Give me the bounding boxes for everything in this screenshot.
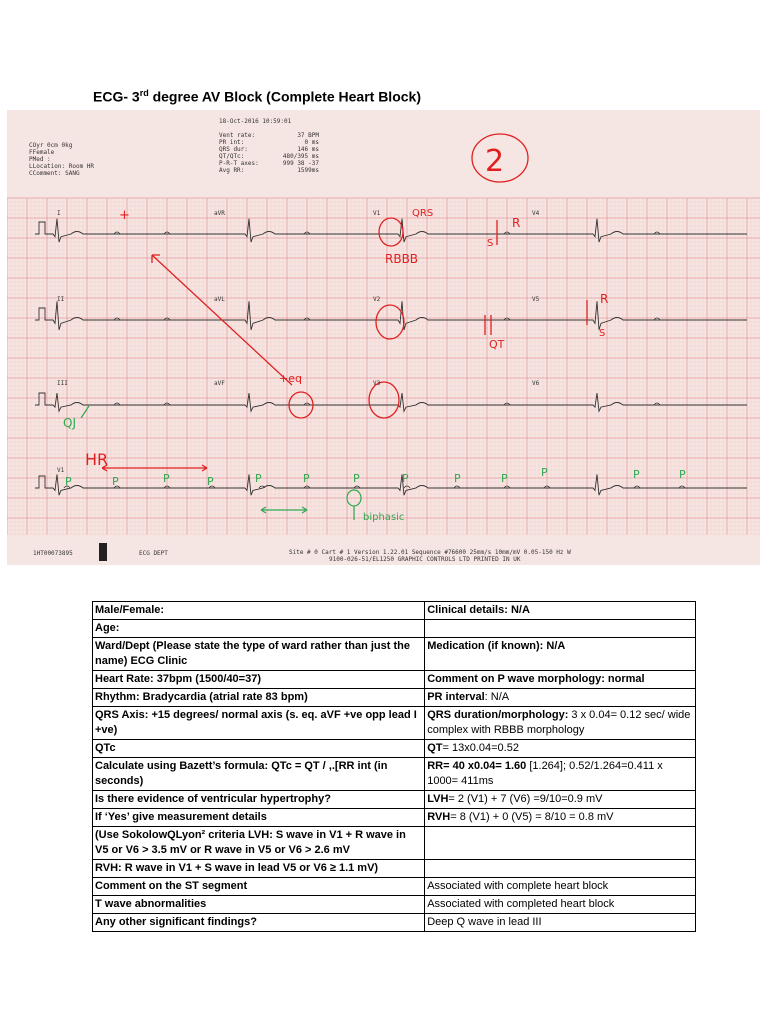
report-question: Is there evidence of ventricular hypertrophy?	[93, 791, 425, 809]
report-row	[93, 671, 696, 689]
annotation-p: P	[303, 472, 310, 485]
lead-label: V4	[532, 210, 540, 217]
report-answer	[425, 878, 696, 896]
report-answer-label: PR interval	[427, 691, 485, 703]
report-answer	[425, 620, 696, 638]
annotation-mark	[261, 507, 307, 513]
report-answer-value: Associated with complete heart block	[427, 880, 609, 892]
annotation-p: P	[65, 475, 72, 488]
report-answer	[425, 602, 696, 620]
title-prefix: ECG- 3	[93, 88, 140, 105]
annotation-mark	[497, 220, 587, 325]
lead-label: V1	[57, 467, 65, 474]
report-row	[93, 914, 696, 932]
report-question: QTc	[93, 740, 425, 758]
annotation-r: R	[512, 216, 521, 230]
report-question: (Use SokolowQLyon² criteria LVH: S wave in V1 + R wave in V5 or V6 > 3.5 mV or R wave in V5 or V6 > 2.6 mV	[93, 827, 425, 860]
report-answer	[425, 860, 696, 878]
lead-label: V5	[532, 296, 540, 303]
annotation-p: P	[255, 472, 262, 485]
lead-label: V1	[373, 210, 381, 217]
footer-settings: Site # 0 Cart # 1 Version 1.22.01 Sequence #76600 25mm/s 10mm/mV 0.05-150 Hz W	[289, 549, 571, 556]
annotation-mark	[369, 382, 399, 418]
report-row	[93, 878, 696, 896]
report-answer-label: LVH	[427, 793, 449, 805]
report-answer	[425, 638, 696, 671]
annotation-qj: QJ	[63, 416, 76, 430]
annotation-p: P	[679, 468, 686, 481]
measure-row: QRS dur: 146 ms	[219, 146, 319, 153]
lead-label: V6	[532, 380, 540, 387]
annotation-hr: HR	[85, 450, 109, 469]
report-answer	[425, 758, 696, 791]
report-question: Calculate using Bazett’s formula: QTc = QT / ,.[RR int (in seconds)	[93, 758, 425, 791]
lead-label: aVL	[214, 296, 225, 303]
report-question: Comment on the ST segment	[93, 878, 425, 896]
report-answer	[425, 689, 696, 707]
ecg-report-table	[92, 601, 696, 932]
report-question: Age:	[93, 620, 425, 638]
annotation-p: P	[207, 475, 214, 488]
report-row	[93, 860, 696, 878]
report-question: Rhythm: Bradycardia (atrial rate 83 bpm)	[93, 689, 425, 707]
annotation-number: 2	[485, 144, 505, 179]
annotation-p: P	[112, 475, 119, 488]
report-answer	[425, 827, 696, 860]
annotation-p: P	[353, 472, 360, 485]
lead-label: V3	[373, 380, 381, 387]
report-row	[93, 809, 696, 827]
report-answer-value: [1.264]; 0.52/1.264=0.411 x 1000= 411ms	[427, 760, 663, 787]
measure-row: QT/QTc: 480/395 ms	[219, 153, 319, 160]
lead-label: II	[57, 296, 65, 303]
report-answer-value: : N/A	[484, 691, 510, 703]
report-row	[93, 689, 696, 707]
ecg-printout	[7, 110, 760, 565]
patient-line: PMed :	[29, 156, 51, 163]
report-answer	[425, 896, 696, 914]
report-answer-value: N/A	[543, 640, 566, 652]
annotation-rbbb: RBBB	[385, 252, 419, 266]
report-answer-label: Clinical details:	[427, 604, 508, 616]
lead-label: III	[57, 380, 68, 387]
report-question: Male/Female:	[93, 602, 425, 620]
patient-line: COyr 0cm 0kg	[29, 142, 73, 149]
ecg-grid	[7, 110, 760, 565]
report-row	[93, 602, 696, 620]
report-answer-value: Associated with completed heart block	[427, 898, 615, 910]
annotation-p: P	[402, 472, 409, 485]
page-title	[93, 88, 421, 105]
report-answer	[425, 671, 696, 689]
measure-row: PR int: 0 ms	[219, 139, 319, 146]
measure-row: Vent rate: 37 BPM	[219, 132, 319, 139]
annotation-p: P	[541, 466, 548, 479]
report-question: If ‘Yes’ give measurement details	[93, 809, 425, 827]
report-answer	[425, 809, 696, 827]
footer-dept: ECG DEPT	[139, 550, 168, 557]
report-question: Any other significant findings?	[93, 914, 425, 932]
report-row	[93, 638, 696, 671]
annotation-biphasic: biphasic	[363, 512, 405, 523]
report-question: RVH: R wave in V1 + S wave in lead V5 or V6 ≥ 1.1 mV)	[93, 860, 425, 878]
report-row	[93, 791, 696, 809]
annotation-r: R	[600, 292, 609, 306]
report-answer-label: QRS duration/morphology:	[427, 709, 569, 721]
report-row	[93, 827, 696, 860]
report-answer	[425, 707, 696, 740]
report-question: T wave abnormalities	[93, 896, 425, 914]
report-row	[93, 740, 696, 758]
patient-line: FFemale	[29, 149, 55, 156]
report-question: QRS Axis: +15 degrees/ normal axis (s. eq. aVF +ve opp lead I +ve)	[93, 707, 425, 740]
annotation-eq: +eq	[279, 372, 302, 385]
report-answer	[425, 791, 696, 809]
measure-row: Avg RR: 1599ms	[219, 167, 319, 174]
title-sup: rd	[139, 88, 149, 98]
footer-printer: 9100-026-51/EL1250 GRAPHIC CONTROLS LTD PRINTED IN UK	[329, 556, 521, 563]
lead-label: I	[57, 210, 61, 217]
annotation-p: P	[501, 472, 508, 485]
report-answer-value: 3 x 0.04= 0.12 sec/ wide complex with RBBB morphology	[427, 709, 691, 736]
annotation-p: P	[633, 468, 640, 481]
patient-line: CComment: SANG	[29, 170, 80, 177]
report-answer-label: Medication (if known):	[427, 640, 544, 652]
annotation-x: +	[119, 208, 130, 223]
report-question: Heart Rate: 37bpm (1500/40=37)	[93, 671, 425, 689]
patient-info	[29, 142, 94, 177]
annotation-p: P	[163, 472, 170, 485]
report-row	[93, 707, 696, 740]
report-answer-label: RR= 40 x0.04= 1.60	[427, 760, 527, 772]
lead-label: aVR	[214, 210, 225, 217]
report-answer-value: = 8 (V1) + 0 (V5) = 8/10 = 0.8 mV	[450, 811, 614, 823]
report-answer-value: N/A	[507, 604, 530, 616]
report-question: Ward/Dept (Please state the type of ward rather than just the name) ECG Clinic	[93, 638, 425, 671]
report-answer-label: RVH	[427, 811, 451, 823]
report-answer	[425, 740, 696, 758]
title-suffix: degree AV Block (Complete Heart Block)	[148, 88, 421, 105]
report-answer-value: = 13x0.04=0.52	[442, 742, 519, 754]
report-answer	[425, 914, 696, 932]
annotation-p: P	[454, 472, 461, 485]
report-answer-value: Deep Q wave in lead III	[427, 916, 542, 928]
report-answer-label: QT	[427, 742, 443, 754]
patient-line: LLocation: Room HR	[29, 163, 95, 170]
lead-label: V2	[373, 296, 381, 303]
annotation-mark	[81, 406, 89, 418]
report-row	[93, 758, 696, 791]
measure-row: P-R-T axes: 999 38 -37	[219, 160, 319, 167]
footer-id: 1HT00073895	[33, 550, 73, 557]
annotation-s: S	[599, 328, 606, 339]
marker-block	[99, 543, 107, 561]
ecg-date: 18-Oct-2016 10:59:01	[219, 118, 292, 125]
ecg-measurements	[219, 132, 319, 174]
annotation-qt: QT	[489, 338, 505, 351]
annotation-s: S	[487, 238, 494, 249]
annotation-qrs: QRS	[412, 208, 434, 219]
report-row	[93, 620, 696, 638]
report-answer-value: = 2 (V1) + 7 (V6) =9/10=0.9 mV	[448, 793, 603, 805]
report-row	[93, 896, 696, 914]
report-answer-label: Comment on P wave morphology: normal	[427, 673, 645, 685]
lead-label: aVF	[214, 380, 225, 387]
